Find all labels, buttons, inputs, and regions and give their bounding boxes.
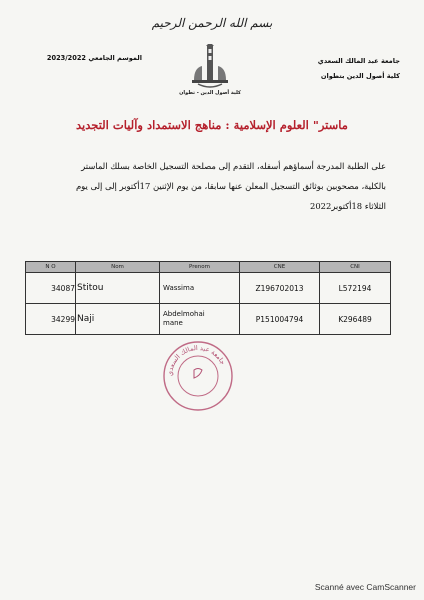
table-row xyxy=(26,273,391,304)
scanner-watermark: Scanné avec CamScanner xyxy=(314,582,416,592)
student-cni: L572194 xyxy=(320,273,391,304)
column-header: N O xyxy=(26,262,76,273)
season-label: الموسم الجامعي 2023/2022 xyxy=(46,54,142,62)
university-stamp xyxy=(158,336,238,416)
table-header-row xyxy=(26,262,391,273)
student-cne: P151004794 xyxy=(240,304,320,335)
basmala-text: بسم الله الرحمن الرحيم xyxy=(151,16,273,30)
student-last-name: Naji xyxy=(76,304,160,335)
student-cne: Z196702013 xyxy=(240,273,320,304)
season-label-block xyxy=(22,54,142,62)
faculty-logo xyxy=(190,44,230,90)
student-cni: K296489 xyxy=(320,304,391,335)
student-first-name: Wassima xyxy=(160,273,240,304)
column-header: CNE xyxy=(240,262,320,273)
stamp-text: جامعة عبد المالك السعدي xyxy=(165,343,227,377)
season-year: 2023/2022 xyxy=(46,54,87,62)
student-number: 34087 xyxy=(26,273,76,304)
basmala-calligraphy xyxy=(148,16,276,38)
faculty-name: كلية أصول الدين بتطوان xyxy=(320,72,400,80)
column-header: Prenom xyxy=(160,262,240,273)
announcement-line: الثلاثاء 18أكتوبر2022 xyxy=(309,201,386,211)
student-number: 34299 xyxy=(26,304,76,335)
table-row xyxy=(26,304,391,335)
logo-caption: كلية أصول الدين - تطوان xyxy=(179,90,241,96)
column-header: Nom xyxy=(76,262,160,273)
university-name: جامعة عبد المالك السعدي xyxy=(317,57,400,65)
students-table xyxy=(25,261,391,335)
page-title: ماستر" العلوم الإسلامية : مناهج الاستمداد وآليات التجديد xyxy=(76,118,348,132)
column-header: CNI xyxy=(320,262,391,273)
announcement-line: على الطلبة المدرجة أسماؤهم أسفله، التقدم إلى مصلحة التسجيل الخاصة بسلك الماستر xyxy=(81,161,386,171)
student-last-name: Stitou xyxy=(76,273,160,304)
student-first-name: Abdelmohaimane xyxy=(160,304,240,335)
university-header xyxy=(270,54,400,84)
announcement-paragraph xyxy=(28,156,386,216)
announcement-line: بالكلية، مصحوبين بوثائق التسجيل المعلن عنها سابقا، من يوم الإثنين 17أكتوبر إلى إلى يوم xyxy=(75,181,386,191)
